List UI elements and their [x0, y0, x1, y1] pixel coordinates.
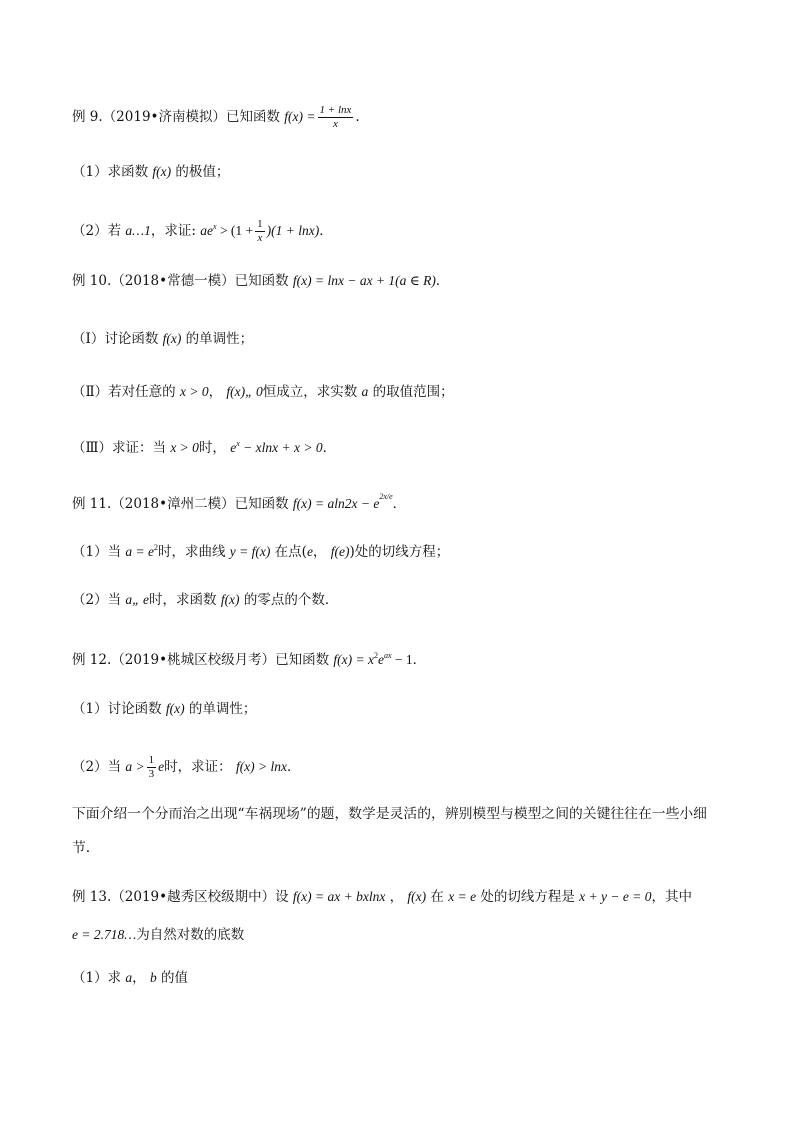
text: 时，求曲线: [158, 544, 230, 560]
example-13-statement-cont: [72, 926, 734, 944]
text: 的单调性；: [181, 331, 254, 347]
superscript: x: [213, 222, 217, 231]
math-variable: a: [361, 384, 369, 399]
math-e: e: [377, 652, 384, 667]
fraction-denominator: x: [257, 232, 263, 244]
text: 的值: [156, 970, 188, 986]
example-10-statement: [72, 272, 734, 290]
example-13-part-1: [72, 969, 734, 987]
fraction-numerator: 1: [148, 754, 155, 766]
text: ，: [132, 970, 150, 986]
text: （Ⅰ）讨论函数: [72, 331, 163, 347]
math-expression: x + y − e = 0: [579, 889, 652, 904]
text: 的单调性；: [184, 701, 257, 717]
superscript: ax: [383, 651, 392, 660]
math-e: e: [230, 440, 237, 455]
math-expression: f(x) = lnx − ax + 1(a ∈ R): [292, 273, 436, 288]
text: （Ⅱ）若对任意的: [72, 384, 180, 400]
math-condition: a >: [125, 759, 145, 774]
math-expression: ae: [200, 223, 213, 238]
math-e: e: [158, 759, 165, 774]
example-10-label: 例 10.（2018•常德一模）已知函数: [72, 273, 293, 289]
math-condition: a…1: [125, 223, 151, 238]
text: ，: [208, 384, 227, 400]
fraction-denominator: 3: [148, 768, 155, 780]
text: （1）讨论函数: [72, 701, 166, 717]
example-11-part-1: [72, 539, 734, 561]
period: ．: [392, 496, 407, 512]
text: 处的切线方程是: [476, 889, 580, 905]
math-condition: x > 0: [170, 440, 199, 455]
text: （Ⅲ）求证：当: [72, 440, 171, 456]
text: )处的切线方程；: [349, 544, 450, 560]
fraction: [255, 218, 265, 245]
text: （2）若: [72, 223, 126, 239]
example-12-label: 例 12.（2019•桃城区校级月考）已知函数: [72, 652, 334, 668]
text: 为自然对数的底数: [136, 927, 245, 943]
math-variable: b: [149, 970, 157, 985]
example-10-part-1: [72, 330, 734, 348]
example-12-statement: [72, 647, 734, 669]
period: ．: [322, 440, 337, 456]
text: 的取值范围；: [368, 384, 454, 400]
example-12-part-2: [72, 754, 734, 781]
period: .: [355, 109, 360, 125]
text: 在点(: [270, 544, 307, 560]
math-expression: f(e): [330, 544, 350, 559]
example-9-part-2: [72, 218, 734, 245]
math-expression: e = 2.718…: [72, 927, 137, 942]
text: （2）当: [72, 759, 126, 775]
text: ，: [312, 544, 331, 560]
text: （1）求函数: [72, 164, 153, 180]
superscript: 2: [373, 651, 378, 660]
text: （1）求: [72, 970, 126, 986]
example-13-label: 例 13.（2019•越秀区校级期中）设: [72, 889, 293, 905]
example-11-part-2: [72, 591, 734, 609]
fraction-numerator: 1: [257, 218, 263, 230]
example-10-part-3: [72, 435, 734, 457]
text: ，求证:: [150, 223, 201, 239]
text: 在: [426, 889, 449, 905]
math-expression: f(x) = ax + bxlnx: [292, 889, 386, 904]
math-expression: − 1: [391, 652, 413, 667]
text: 时，: [198, 440, 231, 456]
example-11-label: 例 11.（2018•漳州二模）已知函数: [72, 496, 293, 512]
example-9-statement: [72, 104, 734, 131]
math-fx: f(x): [220, 592, 240, 607]
fraction-denominator: x: [333, 118, 338, 130]
period: ．: [319, 223, 333, 239]
math-expression: > (1 +: [216, 223, 254, 238]
math-expression: f(x)„ 0: [226, 384, 263, 399]
math-fx: f(x): [162, 331, 182, 346]
math-condition: a„ e: [125, 592, 150, 607]
math-fx: f(x): [152, 164, 172, 179]
example-13-statement: [72, 888, 734, 906]
text: 的零点的个数．: [239, 592, 339, 608]
transition-paragraph: 下面介绍一个分而治之出现“车祸现场”的题，数学是灵活的，辨别模型与模型之间的关键往往在一些小细节.: [72, 806, 707, 856]
text: 时，求函数: [149, 592, 221, 608]
math-fx: f(x): [407, 889, 427, 904]
math-expression: f(x) = x: [333, 652, 374, 667]
math-condition: a = e: [125, 544, 154, 559]
text: 恒成立，求实数: [262, 384, 362, 400]
math-condition: x > 0: [179, 384, 209, 399]
period: ．: [412, 652, 427, 668]
math-expression: f(x) = aln2x − e: [292, 496, 380, 511]
text: 的极值；: [171, 164, 230, 180]
example-9-part-1: [72, 163, 734, 181]
example-9-label: 例 9.（2019•济南模拟）已知函数: [72, 109, 285, 125]
text: 时，求证：: [164, 759, 236, 775]
superscript: 2x/e: [379, 492, 393, 501]
text: （1）当: [72, 544, 126, 560]
period: ．: [287, 759, 301, 775]
text: ，: [385, 889, 408, 905]
example-12-part-1: [72, 700, 734, 718]
math-variable: e: [306, 544, 313, 559]
math-variable: a: [125, 970, 133, 985]
math-fx: f(x): [165, 701, 185, 716]
text: ，其中: [651, 889, 692, 905]
math-expression: )(1 + lnx): [266, 223, 320, 238]
example-11-statement: [72, 488, 734, 513]
math-condition: x = e: [448, 889, 477, 904]
math-expression: − xlnx + x > 0: [239, 440, 323, 455]
superscript: 2: [154, 543, 158, 552]
math-expression: f(x) > lnx: [235, 759, 288, 774]
text: （2）当: [72, 592, 126, 608]
superscript: x: [236, 439, 240, 448]
example-10-part-2: [72, 383, 734, 401]
function-f: f(x) =: [284, 109, 316, 124]
math-expression: y = f(x): [229, 544, 271, 559]
period: ．: [435, 273, 450, 289]
fraction: [147, 754, 157, 781]
fraction: [318, 104, 354, 131]
fraction-numerator: 1 + lnx: [319, 104, 352, 116]
